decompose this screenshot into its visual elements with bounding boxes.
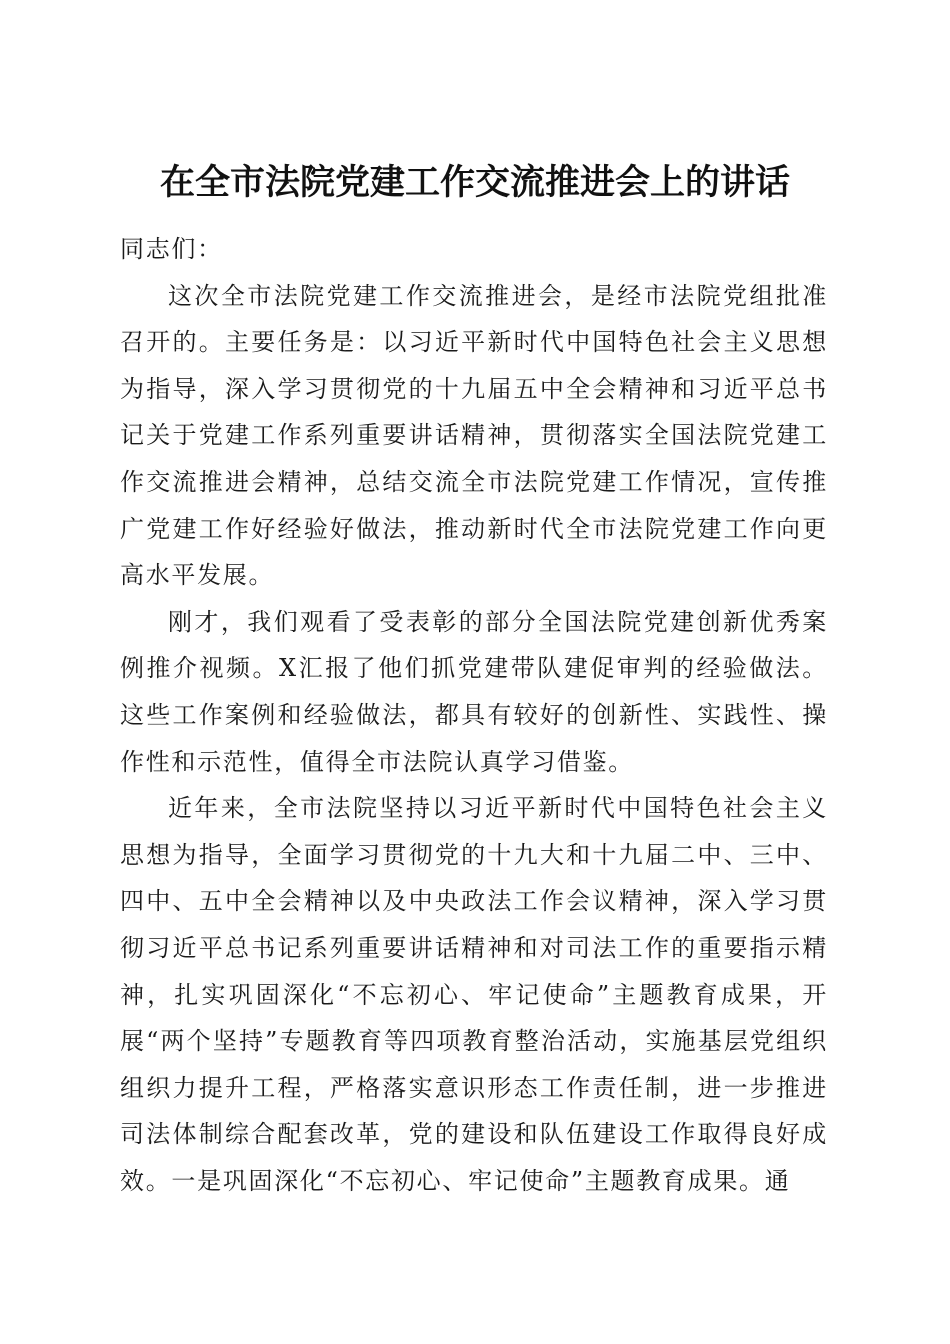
paragraph-3: 近年来，全市法院坚持以习近平新时代中国特色社会主义思想为指导，全面学习贯彻党的十九大和十九届二中、三中、四中、五中全会精神以及中央政法工作会议精神，深入学习贯彻习近平总书记系列重要讲话精神和对司法工作的重要指示精神，扎实巩固深化“不忘初心、牢记使命”主题教育成果，开展“两个坚持”专题教育等四项教育整治活动，实施基层党组织组织力提升工程，严格落实意识形态工作责任制，进一步推进司法体制综合配套改革，党的建设和队伍建设工作取得良好成效。一是巩固深化“不忘初心、牢记使命”主题教育成果。通 [120,794,828,1195]
paragraph-1: 这次全市法院党建工作交流推进会，是经市法院党组批准召开的。主要任务是：以习近平新时代中国特色社会主义思想为指导，深入学习贯彻党的十九届五中全会精神和习近平总书记关于党建工作系列重要讲话精神，贯彻落实全国法院党建工作交流推进会精神，总结交流全市法院党建工作情况，宣传推广党建工作好经验好做法，推动新时代全市法院党建工作向更高水平发展。 [120,281,828,590]
salutation: 同志们： [120,235,223,263]
paragraph-2: 刚才，我们观看了受表彰的部分全国法院党建创新优秀案例推介视频。X汇报了他们抓党建带队建促审判的经验做法。这些工作案例和经验做法，都具有较好的创新性、实践性、操作性和示范性，值得全市法院认真学习借鉴。 [120,607,828,776]
document-body [120,226,828,1204]
document-title: 在全市法院党建工作交流推进会上的讲话 [159,163,790,204]
